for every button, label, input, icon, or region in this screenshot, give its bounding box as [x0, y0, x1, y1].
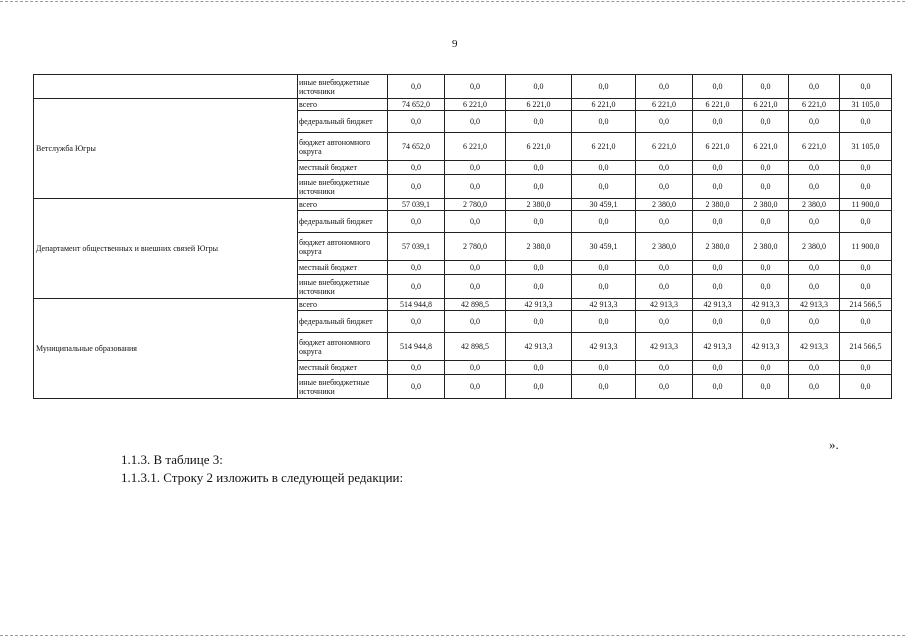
- funding-source-cell: федеральный бюджет: [298, 311, 388, 333]
- value-cell: 0,0: [388, 211, 445, 233]
- scan-edge-bottom: [0, 635, 905, 636]
- value-cell: 0,0: [572, 175, 636, 199]
- value-cell: 0,0: [572, 161, 636, 175]
- value-cell: 0,0: [743, 361, 789, 375]
- value-cell: 2 380,0: [693, 199, 743, 211]
- value-cell: 6 221,0: [636, 99, 693, 111]
- value-cell: 0,0: [506, 275, 572, 299]
- value-cell: 6 221,0: [693, 99, 743, 111]
- value-cell: 57 039,1: [388, 233, 445, 261]
- funding-source-cell: местный бюджет: [298, 261, 388, 275]
- funding-source-cell: всего: [298, 299, 388, 311]
- organization-cell: Департамент общественных и внешних связей Югры: [34, 199, 298, 299]
- value-cell: 0,0: [743, 175, 789, 199]
- value-cell: 0,0: [840, 275, 892, 299]
- value-cell: 6 221,0: [636, 133, 693, 161]
- value-cell: 42 898,5: [445, 299, 506, 311]
- value-cell: 0,0: [506, 361, 572, 375]
- value-cell: 6 221,0: [789, 99, 840, 111]
- value-cell: 0,0: [388, 75, 445, 99]
- value-cell: 0,0: [388, 375, 445, 399]
- value-cell: 2 380,0: [693, 233, 743, 261]
- value-cell: 0,0: [743, 275, 789, 299]
- funding-source-cell: федеральный бюджет: [298, 111, 388, 133]
- value-cell: 0,0: [572, 361, 636, 375]
- value-cell: 6 221,0: [445, 99, 506, 111]
- value-cell: 0,0: [572, 75, 636, 99]
- value-cell: 0,0: [693, 211, 743, 233]
- value-cell: 42 913,3: [572, 333, 636, 361]
- value-cell: 42 913,3: [789, 299, 840, 311]
- value-cell: 0,0: [693, 261, 743, 275]
- value-cell: 6 221,0: [572, 99, 636, 111]
- value-cell: 31 105,0: [840, 99, 892, 111]
- value-cell: 0,0: [445, 75, 506, 99]
- value-cell: 42 913,3: [506, 299, 572, 311]
- page-number: 9: [452, 38, 458, 50]
- value-cell: 0,0: [743, 261, 789, 275]
- value-cell: 0,0: [789, 111, 840, 133]
- value-cell: 0,0: [693, 311, 743, 333]
- value-cell: 0,0: [572, 311, 636, 333]
- value-cell: 0,0: [840, 161, 892, 175]
- value-cell: 0,0: [636, 361, 693, 375]
- funding-source-cell: федеральный бюджет: [298, 211, 388, 233]
- value-cell: 0,0: [840, 375, 892, 399]
- amendment-line-1: 1.1.3. В таблице 3:: [121, 452, 223, 467]
- value-cell: 6 221,0: [789, 133, 840, 161]
- value-cell: 0,0: [743, 161, 789, 175]
- value-cell: 42 913,3: [743, 299, 789, 311]
- value-cell: 0,0: [693, 161, 743, 175]
- value-cell: 74 652,0: [388, 99, 445, 111]
- value-cell: 514 944,8: [388, 299, 445, 311]
- value-cell: 6 221,0: [743, 99, 789, 111]
- value-cell: 0,0: [693, 75, 743, 99]
- organization-cell: Муниципальные образования: [34, 299, 298, 399]
- value-cell: 42 913,3: [506, 333, 572, 361]
- value-cell: 0,0: [743, 311, 789, 333]
- value-cell: 0,0: [789, 161, 840, 175]
- funding-source-cell: бюджет автономного округа: [298, 233, 388, 261]
- value-cell: 0,0: [506, 111, 572, 133]
- value-cell: 0,0: [506, 161, 572, 175]
- value-cell: 6 221,0: [506, 133, 572, 161]
- value-cell: 0,0: [572, 375, 636, 399]
- value-cell: 6 221,0: [743, 133, 789, 161]
- value-cell: 0,0: [506, 311, 572, 333]
- value-cell: 0,0: [445, 161, 506, 175]
- value-cell: 0,0: [572, 261, 636, 275]
- value-cell: 0,0: [445, 261, 506, 275]
- value-cell: 0,0: [840, 175, 892, 199]
- value-cell: 0,0: [636, 75, 693, 99]
- value-cell: 0,0: [445, 111, 506, 133]
- value-cell: 74 652,0: [388, 133, 445, 161]
- value-cell: 0,0: [743, 111, 789, 133]
- value-cell: 2 780,0: [445, 233, 506, 261]
- value-cell: 6 221,0: [445, 133, 506, 161]
- value-cell: 2 380,0: [743, 199, 789, 211]
- value-cell: 0,0: [388, 275, 445, 299]
- value-cell: 0,0: [506, 75, 572, 99]
- value-cell: 0,0: [388, 161, 445, 175]
- value-cell: 0,0: [789, 375, 840, 399]
- value-cell: 30 459,1: [572, 199, 636, 211]
- table-row: [34, 199, 892, 211]
- value-cell: 57 039,1: [388, 199, 445, 211]
- value-cell: 0,0: [789, 361, 840, 375]
- value-cell: 42 898,5: [445, 333, 506, 361]
- value-cell: 2 380,0: [506, 199, 572, 211]
- funding-source-cell: местный бюджет: [298, 161, 388, 175]
- value-cell: 0,0: [636, 161, 693, 175]
- table-row: [34, 75, 892, 99]
- value-cell: 514 944,8: [388, 333, 445, 361]
- value-cell: 0,0: [840, 311, 892, 333]
- funding-source-cell: бюджет автономного округа: [298, 133, 388, 161]
- closing-quote: ».: [829, 437, 839, 452]
- value-cell: 31 105,0: [840, 133, 892, 161]
- value-cell: 0,0: [636, 111, 693, 133]
- value-cell: 214 566,5: [840, 333, 892, 361]
- value-cell: 42 913,3: [572, 299, 636, 311]
- value-cell: 30 459,1: [572, 233, 636, 261]
- value-cell: 0,0: [388, 311, 445, 333]
- value-cell: 0,0: [693, 375, 743, 399]
- scan-edge-top: [0, 1, 905, 2]
- value-cell: 214 566,5: [840, 299, 892, 311]
- table-row: [34, 299, 892, 311]
- value-cell: 0,0: [445, 211, 506, 233]
- value-cell: 2 380,0: [743, 233, 789, 261]
- value-cell: 0,0: [789, 275, 840, 299]
- value-cell: 0,0: [789, 311, 840, 333]
- value-cell: 0,0: [693, 111, 743, 133]
- value-cell: 42 913,3: [743, 333, 789, 361]
- value-cell: 0,0: [445, 361, 506, 375]
- value-cell: 0,0: [743, 211, 789, 233]
- funding-source-cell: иные внебюджетные источники: [298, 275, 388, 299]
- value-cell: 42 913,3: [789, 333, 840, 361]
- value-cell: 0,0: [743, 375, 789, 399]
- value-cell: 0,0: [445, 175, 506, 199]
- value-cell: 42 913,3: [636, 333, 693, 361]
- value-cell: 2 380,0: [789, 233, 840, 261]
- value-cell: 0,0: [388, 111, 445, 133]
- value-cell: 0,0: [636, 175, 693, 199]
- value-cell: 0,0: [388, 261, 445, 275]
- value-cell: 0,0: [572, 275, 636, 299]
- value-cell: 0,0: [445, 311, 506, 333]
- value-cell: 2 380,0: [789, 199, 840, 211]
- value-cell: 42 913,3: [636, 299, 693, 311]
- value-cell: 0,0: [445, 275, 506, 299]
- value-cell: 42 913,3: [693, 333, 743, 361]
- value-cell: 0,0: [789, 75, 840, 99]
- value-cell: 0,0: [636, 275, 693, 299]
- funding-table: [33, 74, 892, 399]
- value-cell: 0,0: [506, 375, 572, 399]
- funding-source-cell: иные внебюджетные источники: [298, 375, 388, 399]
- value-cell: 0,0: [840, 361, 892, 375]
- value-cell: 0,0: [840, 111, 892, 133]
- table-row: [34, 99, 892, 111]
- value-cell: 0,0: [388, 175, 445, 199]
- value-cell: 11 900,0: [840, 199, 892, 211]
- funding-source-cell: всего: [298, 99, 388, 111]
- value-cell: 0,0: [636, 211, 693, 233]
- value-cell: 0,0: [388, 361, 445, 375]
- value-cell: 0,0: [506, 175, 572, 199]
- organization-cell: Ветслужба Югры: [34, 99, 298, 199]
- value-cell: 0,0: [572, 111, 636, 133]
- amendment-line-2: 1.1.3.1. Строку 2 изложить в следующей редакции:: [121, 470, 404, 485]
- value-cell: 0,0: [840, 211, 892, 233]
- org-cell-empty: [34, 75, 298, 99]
- funding-source-cell: местный бюджет: [298, 361, 388, 375]
- value-cell: 0,0: [789, 175, 840, 199]
- value-cell: 6 221,0: [693, 133, 743, 161]
- value-cell: 0,0: [693, 361, 743, 375]
- value-cell: 0,0: [840, 261, 892, 275]
- value-cell: 0,0: [636, 261, 693, 275]
- funding-source-cell: иные внебюджетные источники: [298, 75, 388, 99]
- value-cell: 6 221,0: [506, 99, 572, 111]
- value-cell: 42 913,3: [693, 299, 743, 311]
- value-cell: 0,0: [445, 375, 506, 399]
- funding-source-cell: иные внебюджетные источники: [298, 175, 388, 199]
- value-cell: 0,0: [840, 75, 892, 99]
- value-cell: 2 380,0: [636, 233, 693, 261]
- value-cell: 0,0: [636, 375, 693, 399]
- value-cell: 0,0: [789, 211, 840, 233]
- value-cell: 0,0: [693, 275, 743, 299]
- value-cell: 0,0: [743, 75, 789, 99]
- funding-source-cell: всего: [298, 199, 388, 211]
- value-cell: 11 900,0: [840, 233, 892, 261]
- value-cell: 0,0: [506, 211, 572, 233]
- value-cell: 0,0: [636, 311, 693, 333]
- value-cell: 6 221,0: [572, 133, 636, 161]
- value-cell: 2 780,0: [445, 199, 506, 211]
- value-cell: 0,0: [789, 261, 840, 275]
- value-cell: 0,0: [693, 175, 743, 199]
- value-cell: 0,0: [572, 211, 636, 233]
- value-cell: 0,0: [506, 261, 572, 275]
- funding-source-cell: бюджет автономного округа: [298, 333, 388, 361]
- value-cell: 2 380,0: [636, 199, 693, 211]
- value-cell: 2 380,0: [506, 233, 572, 261]
